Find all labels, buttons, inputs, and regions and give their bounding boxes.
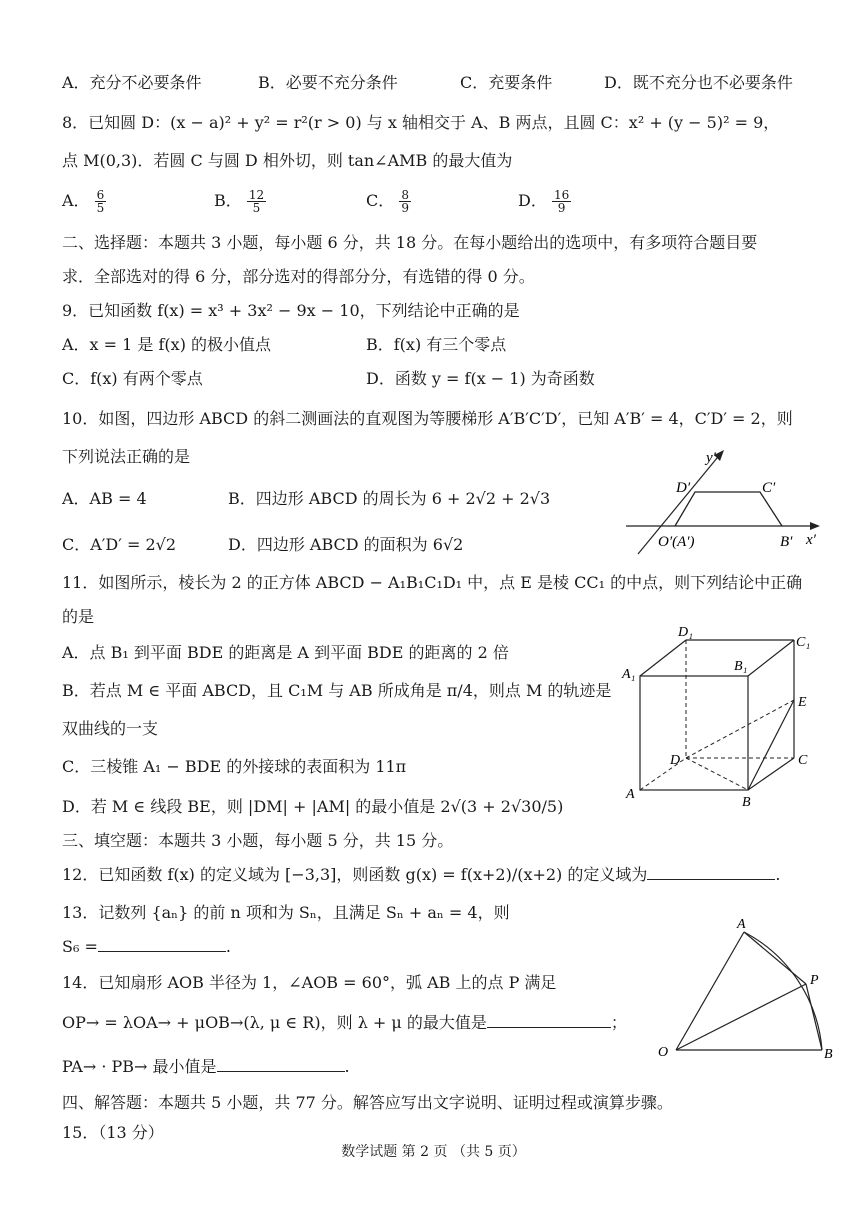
q7-option-d: D．既不充分也不必要条件 <box>604 73 793 92</box>
q14-text-2: PA→ · PB→ 最小值是 <box>62 1057 217 1076</box>
q12-answer-blank[interactable] <box>647 863 775 880</box>
q11-stem-line1: 11．如图所示，棱长为 2 的正方体 ABCD − A₁B₁C₁D₁ 中，点 E 是棱 CC₁ 的中点，则下列结论中正确 <box>62 573 803 592</box>
q14-stem-line3 <box>62 1055 350 1079</box>
q8-option-b-num: 12 <box>248 188 265 202</box>
q8-option-a-label: A． <box>62 191 90 210</box>
q11-label-b: B <box>742 795 751 808</box>
q11-label-d1: D₁ <box>678 625 693 640</box>
q11-label-c: C <box>798 753 808 768</box>
q11-option-b-line1: B．若点 M ∈ 平面 ABCD，且 C₁M 与 AB 所成角是 π/4，则点 M 的轨迹是 <box>62 681 612 700</box>
q13-answer-line <box>62 935 231 959</box>
q14-segment-pb <box>806 984 822 1050</box>
q9-stem: 9．已知函数 f(x) = x³ + 3x² − 9x − 10，下列结论中正确的是 <box>62 301 520 320</box>
q11-edge-b1c1 <box>748 640 794 676</box>
q11-label-d: D <box>670 753 681 768</box>
q11-edge-bc <box>748 758 794 790</box>
q9-option-c: C．f(x) 有两个零点 <box>62 369 203 388</box>
q10-x-arrow-icon <box>810 522 820 530</box>
q10-option-a: A．AB = 4 <box>62 489 147 508</box>
q10-stem-line2: 下列说法正确的是 <box>62 447 191 466</box>
q11-option-b-line2: 双曲线的一支 <box>62 719 159 738</box>
q11-label-a: A <box>626 787 635 802</box>
q11-option-d: D．若 M ∈ 线段 BE，则 |DM| + |AM| 的最小值是 2√(3 + 2√30/5) <box>62 797 564 816</box>
q10-label-y: y′ <box>706 450 716 466</box>
q11-label-b1: B₁ <box>734 659 748 674</box>
q13-answer-blank[interactable] <box>98 935 226 952</box>
q14-sector-figure <box>652 912 844 1062</box>
q8-option-b-den: 5 <box>252 201 261 215</box>
q12-end: . <box>775 865 781 884</box>
q8-option-d-label: D． <box>518 191 547 210</box>
q14-label-a: A <box>737 917 746 932</box>
q11-label-a1: A₁ <box>622 667 636 682</box>
q8-option-c-fraction <box>399 189 411 214</box>
q8-option-b-label: B． <box>214 191 242 210</box>
section2-line1: 二、选择题：本题共 3 小题，每小题 6 分，共 18 分。在每小题给出的选项中，有多项符合题目要 <box>62 233 758 252</box>
q8-option-a-fraction <box>95 189 107 214</box>
q10-option-b: B．四边形 ABCD 的周长为 6 + 2√2 + 2√3 <box>228 489 551 508</box>
q11-label-e: E <box>798 695 807 710</box>
q11-hidden-de <box>686 700 794 758</box>
q8-stem-line2: 点 M(0,3)．若圆 C 与圆 D 相外切，则 tan∠AMB 的最大值为 <box>62 151 513 170</box>
q14-answer-blank-1[interactable] <box>487 1011 611 1028</box>
q14-segment-pa <box>744 932 806 984</box>
q8-option-a-num: 6 <box>96 188 105 202</box>
section2-line2: 求．全部选对的得 6 分，部分选对的得部分分，有选错的得 0 分。 <box>62 267 535 286</box>
q8-option-c <box>366 189 411 214</box>
q8-option-b-fraction <box>247 189 266 214</box>
q10-option-c: C．A′D′ = 2√2 <box>62 535 177 554</box>
q11-cube-figure <box>620 622 820 808</box>
q8-option-c-label: C． <box>366 191 395 210</box>
q11-edge-a1d1 <box>640 640 686 676</box>
q14-arc-ab <box>744 932 822 1050</box>
q14-label-p: P <box>810 973 819 988</box>
q8-stem-line1: 8．已知圆 D：(x − a)² + y² = r²(r > 0) 与 x 轴相交于 A、B 两点，且圆 C：x² + (y − 5)² = 9， <box>62 113 780 132</box>
q8-option-a <box>62 189 106 214</box>
page-footer: 数学试题 第 2 页 （共 5 页） <box>341 1144 526 1160</box>
q10-label-b: B′ <box>780 534 793 550</box>
q14-end: . <box>344 1057 350 1076</box>
q13-end: . <box>225 937 231 956</box>
q11-option-c: C．三棱锥 A₁ − BDE 的外接球的表面积为 11π <box>62 757 407 776</box>
q13-stem: 13．记数列 {aₙ} 的前 n 项和为 Sₙ，且满足 Sₙ + aₙ = 4，则 <box>62 903 510 922</box>
q12-text: 12．已知函数 f(x) 的定义域为 [−3,3]，则函数 g(x) = f(x+2)/(x+2) 的定义域为 <box>62 865 648 884</box>
section3-title: 三、填空题：本题共 3 小题，每小题 5 分，共 15 分。 <box>62 831 454 850</box>
q11-option-a: A．点 B₁ 到平面 BDE 的距离是 A 到平面 BDE 的距离的 2 倍 <box>62 643 509 662</box>
q14-stem-line2 <box>62 1011 627 1035</box>
q8-option-a-den: 5 <box>96 201 105 215</box>
q14-stem-line1: 14．已知扇形 AOB 半径为 1，∠AOB = 60°，弧 AB 上的点 P 满足 <box>62 973 557 992</box>
q11-segment-be <box>748 700 794 790</box>
q12-line <box>62 863 780 887</box>
q10-option-d: D．四边形 ABCD 的面积为 6√2 <box>228 535 464 554</box>
q8-option-c-den: 9 <box>401 201 409 215</box>
q8-option-d-fraction <box>552 189 571 214</box>
q8-option-d <box>518 189 571 214</box>
q14-text: OP→ = λOA→ + μOB→(λ, μ ∈ R)，则 λ + μ 的最大值是 <box>62 1013 487 1032</box>
q7-option-a: A．充分不必要条件 <box>62 73 202 92</box>
q14-label-o: O <box>658 1045 669 1060</box>
q10-label-d: D′ <box>676 480 691 496</box>
q8-option-d-num: 16 <box>553 188 570 202</box>
q15-heading: 15．（13 分） <box>62 1123 164 1142</box>
q14-sep: ； <box>610 1013 627 1032</box>
q10-label-o: O′(A′) <box>658 534 695 550</box>
q10-trapezoid <box>675 492 782 526</box>
q10-stem-line1: 10．如图，四边形 ABCD 的斜二测画法的直观图为等腰梯形 A′B′C′D′，已知 A′B′ = 4，C′D′ = 2，则 <box>62 409 793 428</box>
q14-answer-blank-2[interactable] <box>217 1055 345 1072</box>
q9-option-d: D．函数 y = f(x − 1) 为奇函数 <box>366 369 595 388</box>
q8-option-b <box>214 189 266 214</box>
q11-hidden-db <box>686 758 748 790</box>
q14-label-b: B <box>824 1047 833 1062</box>
q7-option-b: B．必要不充分条件 <box>258 73 398 92</box>
q13-s6-label: S₆ = <box>62 937 98 956</box>
q7-option-c: C．充要条件 <box>460 73 553 92</box>
q8-option-d-den: 9 <box>557 201 566 215</box>
q11-stem-line2: 的是 <box>62 607 95 626</box>
q9-option-b: B．f(x) 有三个零点 <box>366 335 507 354</box>
q10-label-x: x′ <box>806 532 816 548</box>
q11-label-c1: C₁ <box>796 635 811 650</box>
q8-option-c-num: 8 <box>401 188 409 202</box>
section4-title: 四、解答题：本题共 5 小题，共 77 分。解答应写出文字说明、证明过程或演算步骤。 <box>62 1093 673 1112</box>
q9-option-a: A．x = 1 是 f(x) 的极小值点 <box>62 335 272 354</box>
q10-trapezoid-figure <box>622 440 830 560</box>
q10-label-c: C′ <box>762 480 776 496</box>
